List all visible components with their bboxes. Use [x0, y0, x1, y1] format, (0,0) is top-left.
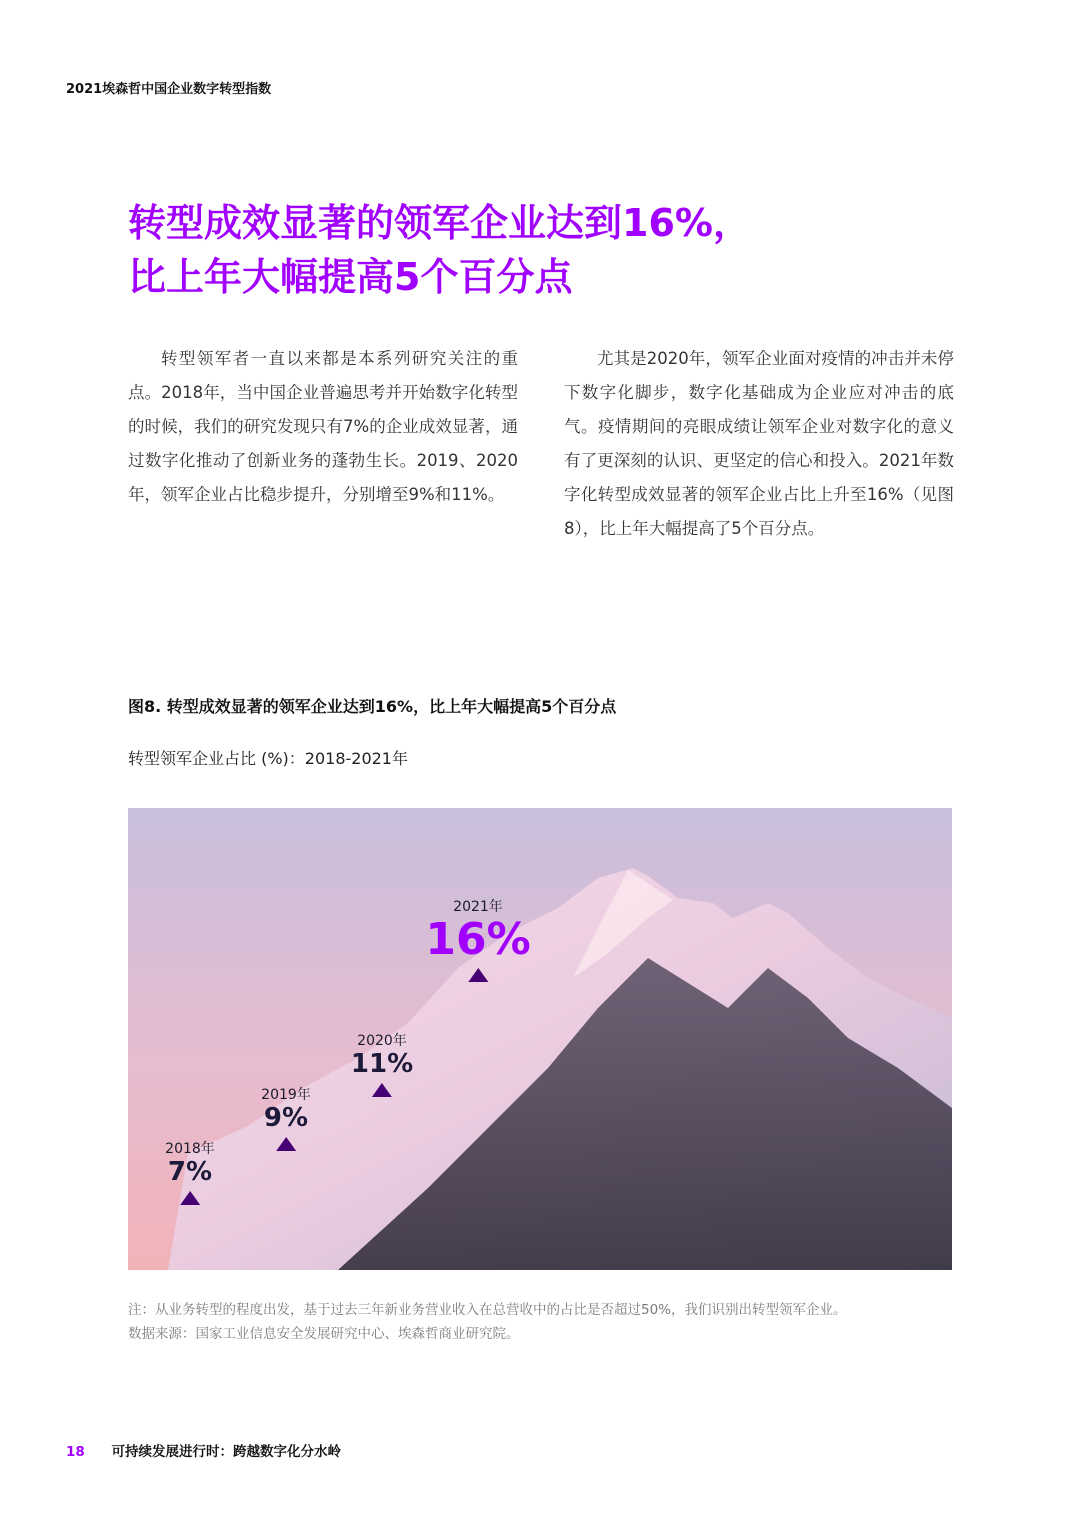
- body-column-right: [564, 342, 954, 546]
- chart-category-label: 2018年: [165, 1141, 215, 1157]
- figure-notes: [128, 1298, 847, 1346]
- source-text: 数据来源：国家工业信息安全发展研究中心、埃森哲商业研究院。: [128, 1326, 520, 1342]
- mountain-chart: [128, 808, 952, 1270]
- chart-category-label: 2021年: [453, 899, 503, 915]
- figure-title: 图8. 转型成效显著的领军企业达到16%，比上年大幅提高5个百分点: [128, 697, 617, 716]
- page-title: [128, 196, 751, 304]
- chart-marker-1: [165, 1138, 215, 1205]
- running-header: 2021埃森哲中国企业数字转型指数: [66, 82, 272, 97]
- body-paragraph-left: 转型领军者一直以来都是本系列研究关注的重点。2018年，当中国企业普遍思考并开始数字化转型的时候，我们的研究发现只有7%的企业成效显著，通过数字化推动了创新业务的蓬勃生长。2019、2020年，领军企业占比稳步提升，分别增至9%和11%。: [128, 349, 518, 504]
- body-column-left: [128, 342, 518, 512]
- title-line-2: 比上年大幅提高5个百分点: [128, 255, 573, 299]
- chart-marker-2: [261, 1084, 311, 1151]
- triangle-marker-icon: [276, 1137, 296, 1151]
- note-text: 注：从业务转型的程度出发，基于过去三年新业务营业收入在总营收中的占比是否超过50%，我们识别出转型领军企业。: [128, 1302, 847, 1318]
- chart-value-label: 7%: [167, 1157, 213, 1187]
- title-line-1: 转型成效显著的领军企业达到16%，: [128, 201, 751, 245]
- chart-marker-3: [351, 1030, 413, 1097]
- page-footer: [66, 1440, 341, 1460]
- chart-value-label: 16%: [425, 914, 531, 965]
- body-paragraph-right: 尤其是2020年，领军企业面对疫情的冲击并未停下数字化脚步，数字化基础成为企业应对冲击的底气。疫情期间的亮眼成绩让领军企业对数字化的意义有了更深刻的认识、更坚定的信心和投入。2021年数字化转型成效显著的领军企业占比上升至16%（见图8），比上年大幅提高了5个百分点。: [564, 349, 954, 538]
- triangle-marker-icon: [468, 968, 488, 982]
- triangle-marker-icon: [180, 1191, 200, 1205]
- mountain-illustration: [128, 808, 952, 1270]
- figure-subtitle: 转型领军企业占比 (%)：2018-2021年: [128, 749, 408, 768]
- page-number: 18: [66, 1444, 85, 1460]
- triangle-marker-icon: [372, 1083, 392, 1097]
- chart-marker-4: [425, 896, 530, 982]
- chart-category-label: 2019年: [261, 1087, 311, 1104]
- footer-title: 可持续发展进行时：跨越数字化分水岭: [111, 1444, 341, 1460]
- chart-value-label: 9%: [263, 1103, 309, 1134]
- chart-category-label: 2020年: [357, 1033, 407, 1050]
- chart-value-label: 11%: [350, 1049, 414, 1080]
